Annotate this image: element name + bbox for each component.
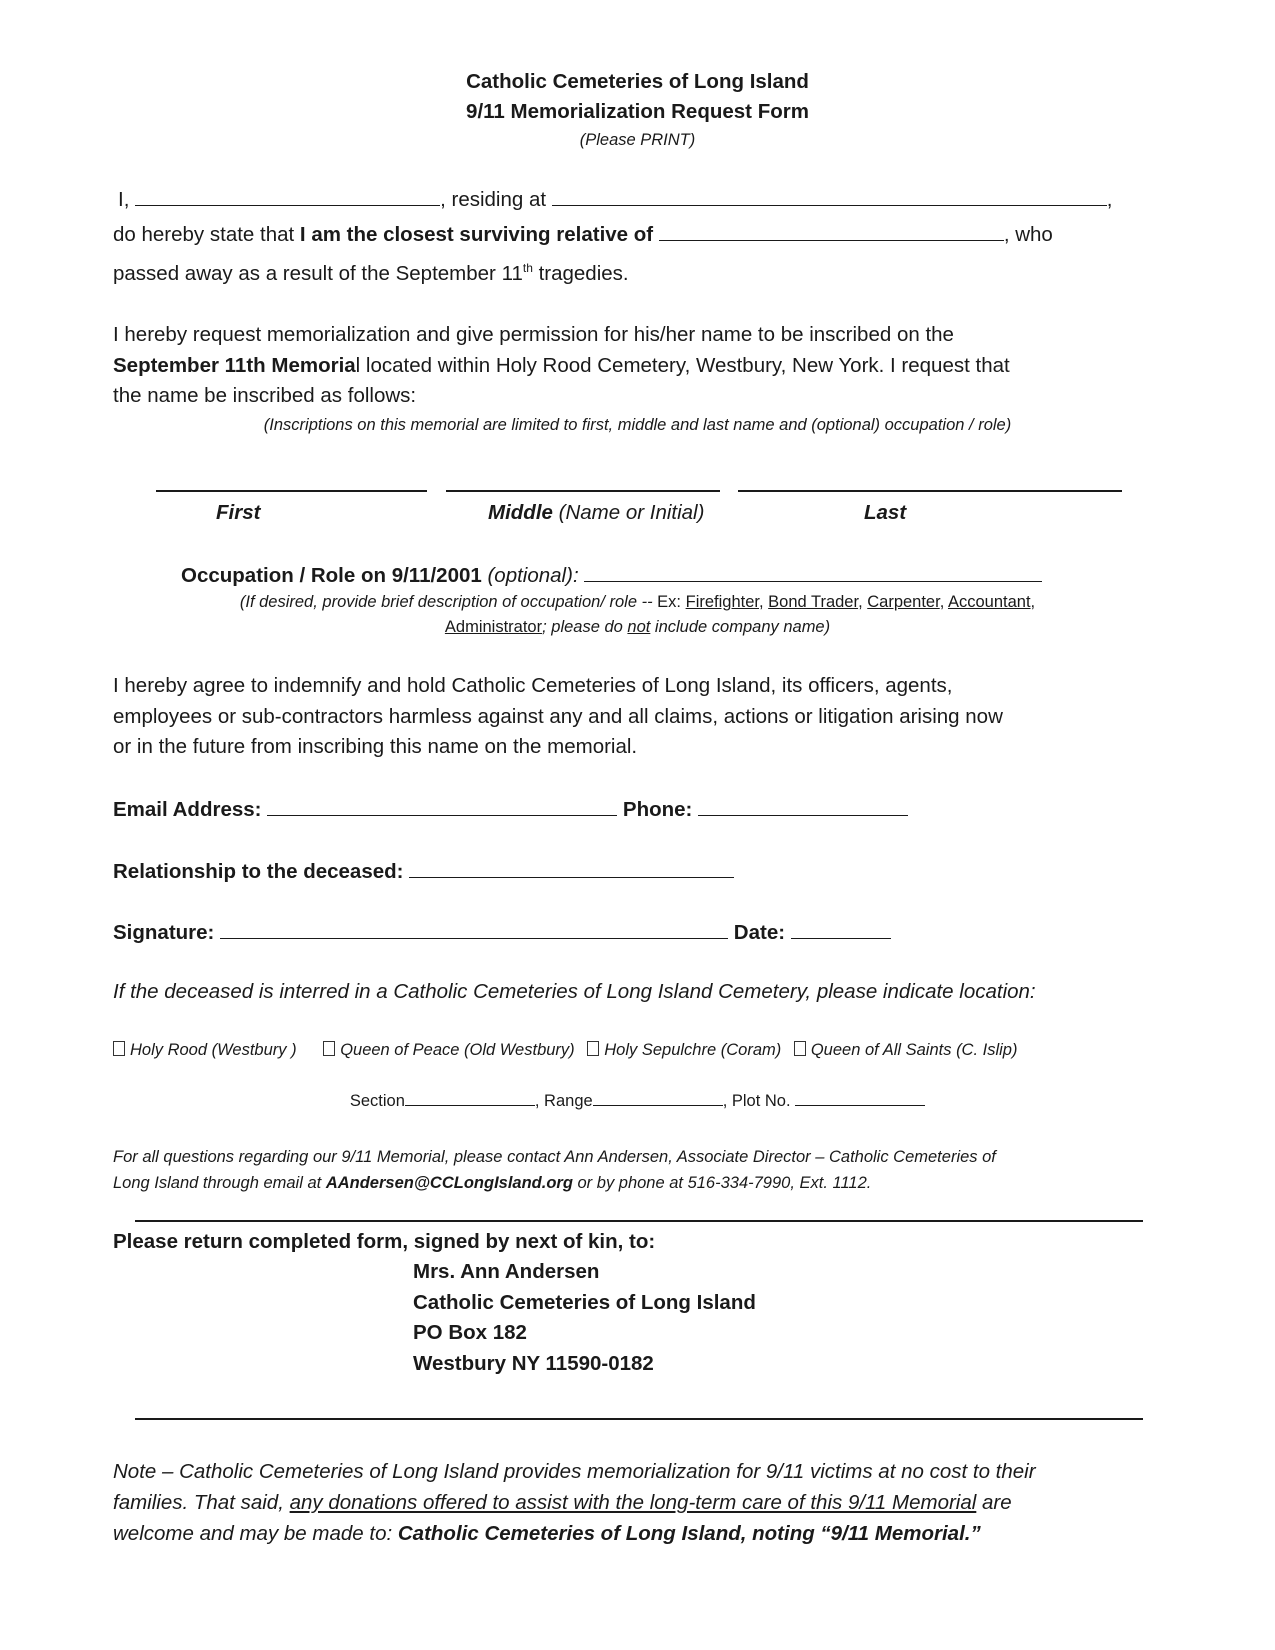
relationship-blank [409, 857, 734, 878]
declarant-name-blank [135, 185, 440, 206]
text: welcome and may be made to: [113, 1522, 398, 1545]
divider [135, 1418, 1143, 1420]
text: are [976, 1491, 1012, 1514]
section-blank [405, 1090, 535, 1106]
occupation-hint-2 [0, 616, 1275, 638]
text: passed away as a result of the September 11 [113, 261, 523, 285]
optional-text: (optional): [481, 564, 579, 587]
option-holy-sepulchre [587, 1041, 781, 1059]
section-label: Section [349, 1092, 405, 1110]
option-holy-rood [113, 1041, 297, 1059]
option-queen-of-peace [323, 1041, 574, 1059]
phone-label: Phone: [622, 798, 693, 821]
contact-email: AAndersen@CCLongIsland.org [325, 1174, 573, 1192]
note-line-1: Note – Catholic Cemeteries of Long Island provides memorialization for 9/11 victims at no cost to their [113, 1460, 1036, 1483]
location-options [113, 1039, 1017, 1061]
label-i: I, [118, 188, 130, 211]
form-title: 9/11 Memorialization Request Form [466, 100, 809, 123]
label-residing: , residing at [440, 188, 547, 211]
note-line-3 [113, 1521, 981, 1547]
memorial-name: September 11th Memoria [113, 354, 356, 377]
text: ; please do [542, 618, 628, 636]
checkbox-icon [323, 1041, 335, 1056]
relationship-row [113, 857, 734, 885]
superscript: th [522, 261, 533, 275]
address-blank [552, 185, 1107, 206]
questions-line-1: For all questions regarding our 9/11 Memorial, please contact Ann Andersen, Associate Director – Catholic Cemeteries of [113, 1148, 996, 1166]
location-prompt: If the deceased is interred in a Catholic Cemeteries of Long Island Cemetery, please indicate location: [113, 980, 1036, 1003]
divider [135, 1220, 1143, 1222]
relationship-label: Relationship to the deceased: [113, 860, 404, 883]
checkbox-icon [587, 1041, 599, 1056]
closest-relative-text: I am the closest surviving relative of [299, 223, 654, 246]
checkbox-icon [794, 1041, 806, 1056]
address-line: Catholic Cemeteries of Long Island [413, 1291, 756, 1314]
text: , who [1003, 223, 1053, 246]
date-label: Date: [733, 921, 786, 944]
text: Ex: [657, 593, 686, 611]
indemnify-line: employees or sub-contractors harmless against any and all claims, actions or litigation arising now [113, 705, 1003, 728]
occupation-label: Occupation / Role on 9/11/2001 [181, 564, 482, 587]
plot-blank [795, 1090, 925, 1106]
last-label: Last [864, 501, 907, 524]
text: l located within Holy Rood Cemetery, Westbury, New York. I request that [355, 354, 1010, 377]
middle-hint: (Name or Initial) [552, 501, 705, 524]
signature-blank [220, 918, 728, 939]
request-line-1: I hereby request memorialization and give permission for his/her name to be inscribed on the [113, 323, 954, 346]
request-line-3: the name be inscribed as follows: [113, 384, 417, 407]
checkbox-icon [113, 1041, 125, 1056]
example: Administrator [444, 618, 543, 636]
text: (If desired, provide brief description of occupation/ role -- [239, 593, 658, 611]
text: include company name) [650, 618, 831, 636]
option-label: Holy Sepulchre (Coram) [604, 1041, 782, 1059]
option-label: Holy Rood (Westbury ) [130, 1041, 297, 1059]
option-label: Queen of Peace (Old Westbury) [340, 1041, 575, 1059]
form-subtitle: (Please PRINT) [579, 131, 696, 149]
middle-label [488, 500, 704, 526]
address-line: Mrs. Ann Andersen [413, 1260, 600, 1283]
return-heading: Please return completed form, signed by next of kin, to: [113, 1230, 656, 1253]
statement-line-3 [113, 255, 629, 287]
signature-label: Signature: [113, 921, 215, 944]
indemnify-line: I hereby agree to indemnify and hold Catholic Cemeteries of Long Island, its officers, agents, [113, 674, 953, 697]
occupation-blank [584, 561, 1042, 582]
text: do hereby state that [113, 223, 295, 246]
email-blank [267, 795, 617, 816]
example: Firefighter [685, 593, 759, 611]
text: Long Island through email at [113, 1174, 326, 1192]
email-label: Email Address: [113, 798, 262, 821]
inscription-note: (Inscriptions on this memorial are limited to first, middle and last name and (optional) occupation / role) [263, 416, 1012, 434]
example: Carpenter [867, 593, 940, 611]
text: not [627, 618, 651, 636]
comma: , [1106, 188, 1113, 211]
example: Bond Trader [768, 593, 859, 611]
questions-line-2 [113, 1172, 871, 1194]
indemnify-line: or in the future from inscribing this name on the memorial. [113, 735, 638, 758]
range-blank [593, 1090, 723, 1106]
occupation-hint-1: (If desired, provide brief description of occupation/ role -- Ex: Firefighter, Bond Trader, Carpenter, Accountant, [239, 593, 1036, 611]
payee-text: Catholic Cemeteries of Long Island, noting “9/11 Memorial.” [397, 1522, 981, 1545]
deceased-name-blank [659, 220, 1004, 241]
signature-row [113, 918, 891, 946]
last-name-blank [738, 490, 1122, 492]
option-queen-of-all-saints [794, 1041, 1018, 1059]
donations-text: any donations offered to assist with the long-term care of this 9/11 Memorial [289, 1491, 977, 1514]
option-label: Queen of All Saints (C. Islip) [810, 1041, 1018, 1059]
first-label: First [216, 501, 261, 524]
email-phone-row [113, 795, 908, 823]
occupation-row [181, 561, 1042, 589]
middle-name-blank [446, 490, 720, 492]
org-title: Catholic Cemeteries of Long Island [466, 70, 809, 93]
statement-line-2 [113, 220, 1053, 248]
text: tragedies. [532, 261, 629, 285]
statement-line-1 [118, 185, 1113, 213]
note-line-2 [113, 1490, 1012, 1516]
plot-row [0, 1090, 1275, 1112]
phone-blank [698, 795, 908, 816]
date-blank [791, 918, 891, 939]
range-label: , Range [534, 1092, 593, 1110]
plot-label: , Plot No. [722, 1092, 791, 1110]
address-line: Westbury NY 11590-0182 [413, 1352, 654, 1375]
request-line-2 [113, 353, 1010, 379]
middle-text: Middle [488, 501, 553, 524]
address-line: PO Box 182 [413, 1321, 527, 1344]
example: Accountant [947, 593, 1031, 611]
text: or by phone at 516-334-7990, Ext. 1112. [572, 1174, 872, 1192]
text: families. That said, [113, 1491, 290, 1514]
first-name-blank [156, 490, 427, 492]
